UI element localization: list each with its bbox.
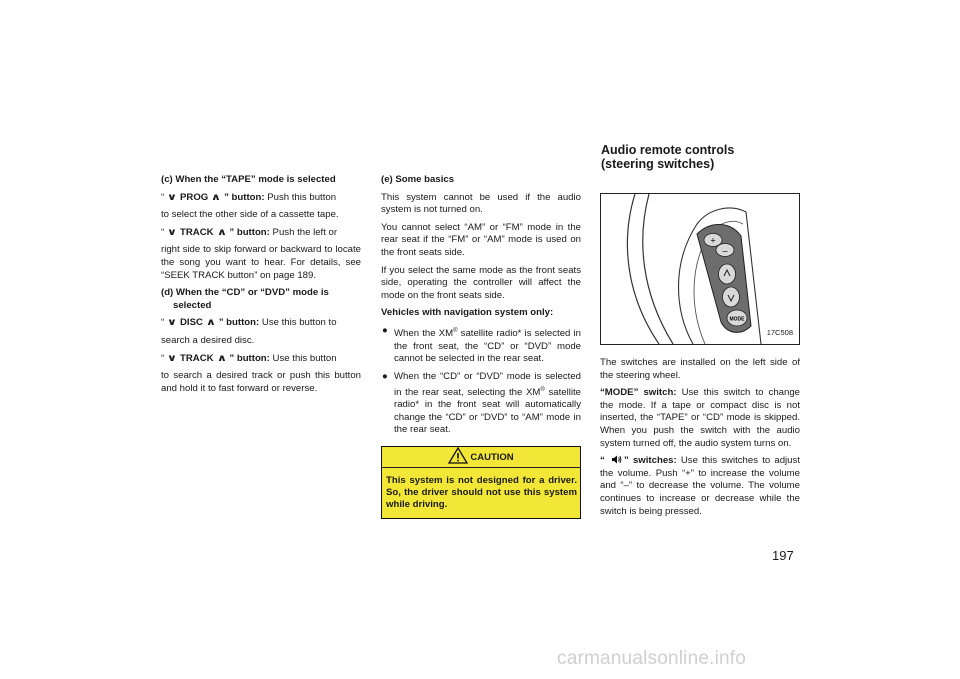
figure-plus-label: + [710, 235, 716, 246]
bullet-item-1 [381, 325, 581, 366]
left-column [161, 174, 361, 400]
button-suffix: ” button: [229, 226, 270, 238]
bullet-icon: ● [382, 324, 388, 336]
button-suffix: ” button: [229, 352, 270, 364]
bullet-text-a: When the “CD” or “DVD” mode is selected in the rear seat, selecting the XM [394, 370, 581, 398]
volume-switch-para [600, 455, 800, 518]
registered-mark: ® [453, 327, 458, 334]
quote-open: “ [600, 455, 605, 467]
volume-icon [611, 455, 622, 464]
track-label: TRACK [180, 352, 214, 364]
track2-button-line [161, 353, 361, 366]
disc-button-line [161, 317, 361, 330]
mode-switch-para [600, 387, 800, 450]
bullet-text-a: When the XM [394, 328, 454, 340]
basics-heading: (e) Some basics [381, 174, 455, 185]
basics-p3: If you select the same mode as the front seats side, operating the controller will affect the mode on the front seats side. [381, 264, 581, 301]
caution-text: This system is not designed for a driver. So, the driver should not use this system while driving. [386, 475, 577, 511]
basics-p1: This system cannot be used if the audio system is not turned on. [381, 191, 581, 216]
page-number: 197 [772, 548, 794, 563]
prog-button-line [161, 192, 361, 205]
track-text: Push the left or [272, 226, 338, 238]
track-button-line [161, 227, 361, 240]
nav-heading: Vehicles with navigation system only: [381, 307, 554, 319]
prog-text: Push this button [267, 191, 337, 203]
disc-desc: search a desired disc. [161, 334, 255, 346]
caution-header [382, 447, 580, 468]
disc-label: DISC [180, 317, 203, 329]
chevron-up-icon: ∧ [211, 191, 222, 203]
steering-wheel-illustration [601, 194, 799, 344]
volume-switch-text: Use this switches to adjust the volume. Push “+” to increase the volume and “–” to decrease the volume. The volume continues to increase or decrease while the switch is being pressed. [600, 455, 800, 517]
prog-label: PROG [180, 191, 209, 203]
mode-switch-text: Use this switch to change the mode. If a tape or compact disc is not inserted, the “TAPE” or “CD” mode is skipped. When you push the switch with the audio system turned off, the audio system turns on. [600, 387, 800, 449]
figure-mode-label: MODE [729, 316, 745, 323]
middle-column [381, 174, 581, 519]
right-column [600, 143, 800, 523]
tape-mode-heading: (c) When the “TAPE” mode is selected [161, 174, 336, 185]
watermark: carmanualsonline.info [557, 648, 747, 669]
track2-desc: to search a desired track or push this button and hold it to fast forward or reverse. [161, 370, 361, 394]
bullet-text-b: satellite radio* in the front seat will automatically change the “CD” or “DVD” to “AM” mode in the rear seat. [394, 386, 581, 436]
prog-desc: to select the other side of a cassette tape. [161, 209, 339, 221]
disc-text: Use this button to [261, 317, 337, 329]
track2-text: Use this button [272, 352, 337, 364]
caution-box [381, 446, 581, 519]
bullet-text-b: satellite radio* is selected in the front seat, the “CD” or “DVD” mode cannot be selected in the rear seat. [394, 328, 581, 365]
track-label: TRACK [180, 226, 214, 238]
section-title-line2: (steering switches) [601, 157, 715, 171]
chevron-up-icon: ∧ [205, 317, 216, 329]
cd-dvd-mode-heading: (d) When the “CD” or “DVD” mode is selected [161, 287, 329, 311]
bullet-icon: ● [382, 370, 388, 382]
basics-p2: You cannot select “AM” or “FM” mode in the rear seat if the “FM” or “AM” mode is used on the front seats side. [381, 221, 581, 258]
chevron-down-icon: ∨ [167, 226, 178, 238]
quote-open: “ [161, 317, 165, 329]
switches-suffix: ” switches: [623, 455, 677, 467]
chevron-down-icon: ∨ [167, 191, 178, 203]
steering-switch-figure [600, 193, 800, 345]
caution-title: CAUTION [470, 452, 514, 464]
button-suffix: ” button: [218, 317, 260, 329]
chevron-up-icon: ∧ [216, 226, 227, 238]
button-suffix: ” button: [224, 191, 265, 203]
chevron-down-icon: ∨ [167, 317, 178, 329]
quote-open: “ [161, 191, 165, 203]
quote-open: “ [161, 226, 165, 238]
chevron-up-icon: ∧ [216, 352, 227, 364]
figure-minus-label: – [722, 245, 728, 256]
mode-switch-label: “MODE” switch: [600, 387, 677, 399]
track-desc: right side to skip forward or backward to locate the song you want to hear. For details, see “SEEK TRACK button” on page 189. [161, 244, 361, 281]
quote-open: “ [161, 352, 165, 364]
figure-code: 17C508 [766, 328, 793, 338]
warning-triangle-icon [448, 447, 468, 464]
registered-mark: ® [540, 386, 545, 393]
section-title-line1: Audio remote controls [601, 143, 735, 157]
bullet-item-2 [381, 371, 581, 437]
section-title [601, 143, 800, 171]
switches-location: The switches are installed on the left side of the steering wheel. [600, 357, 800, 381]
chevron-down-icon: ∨ [167, 352, 178, 364]
